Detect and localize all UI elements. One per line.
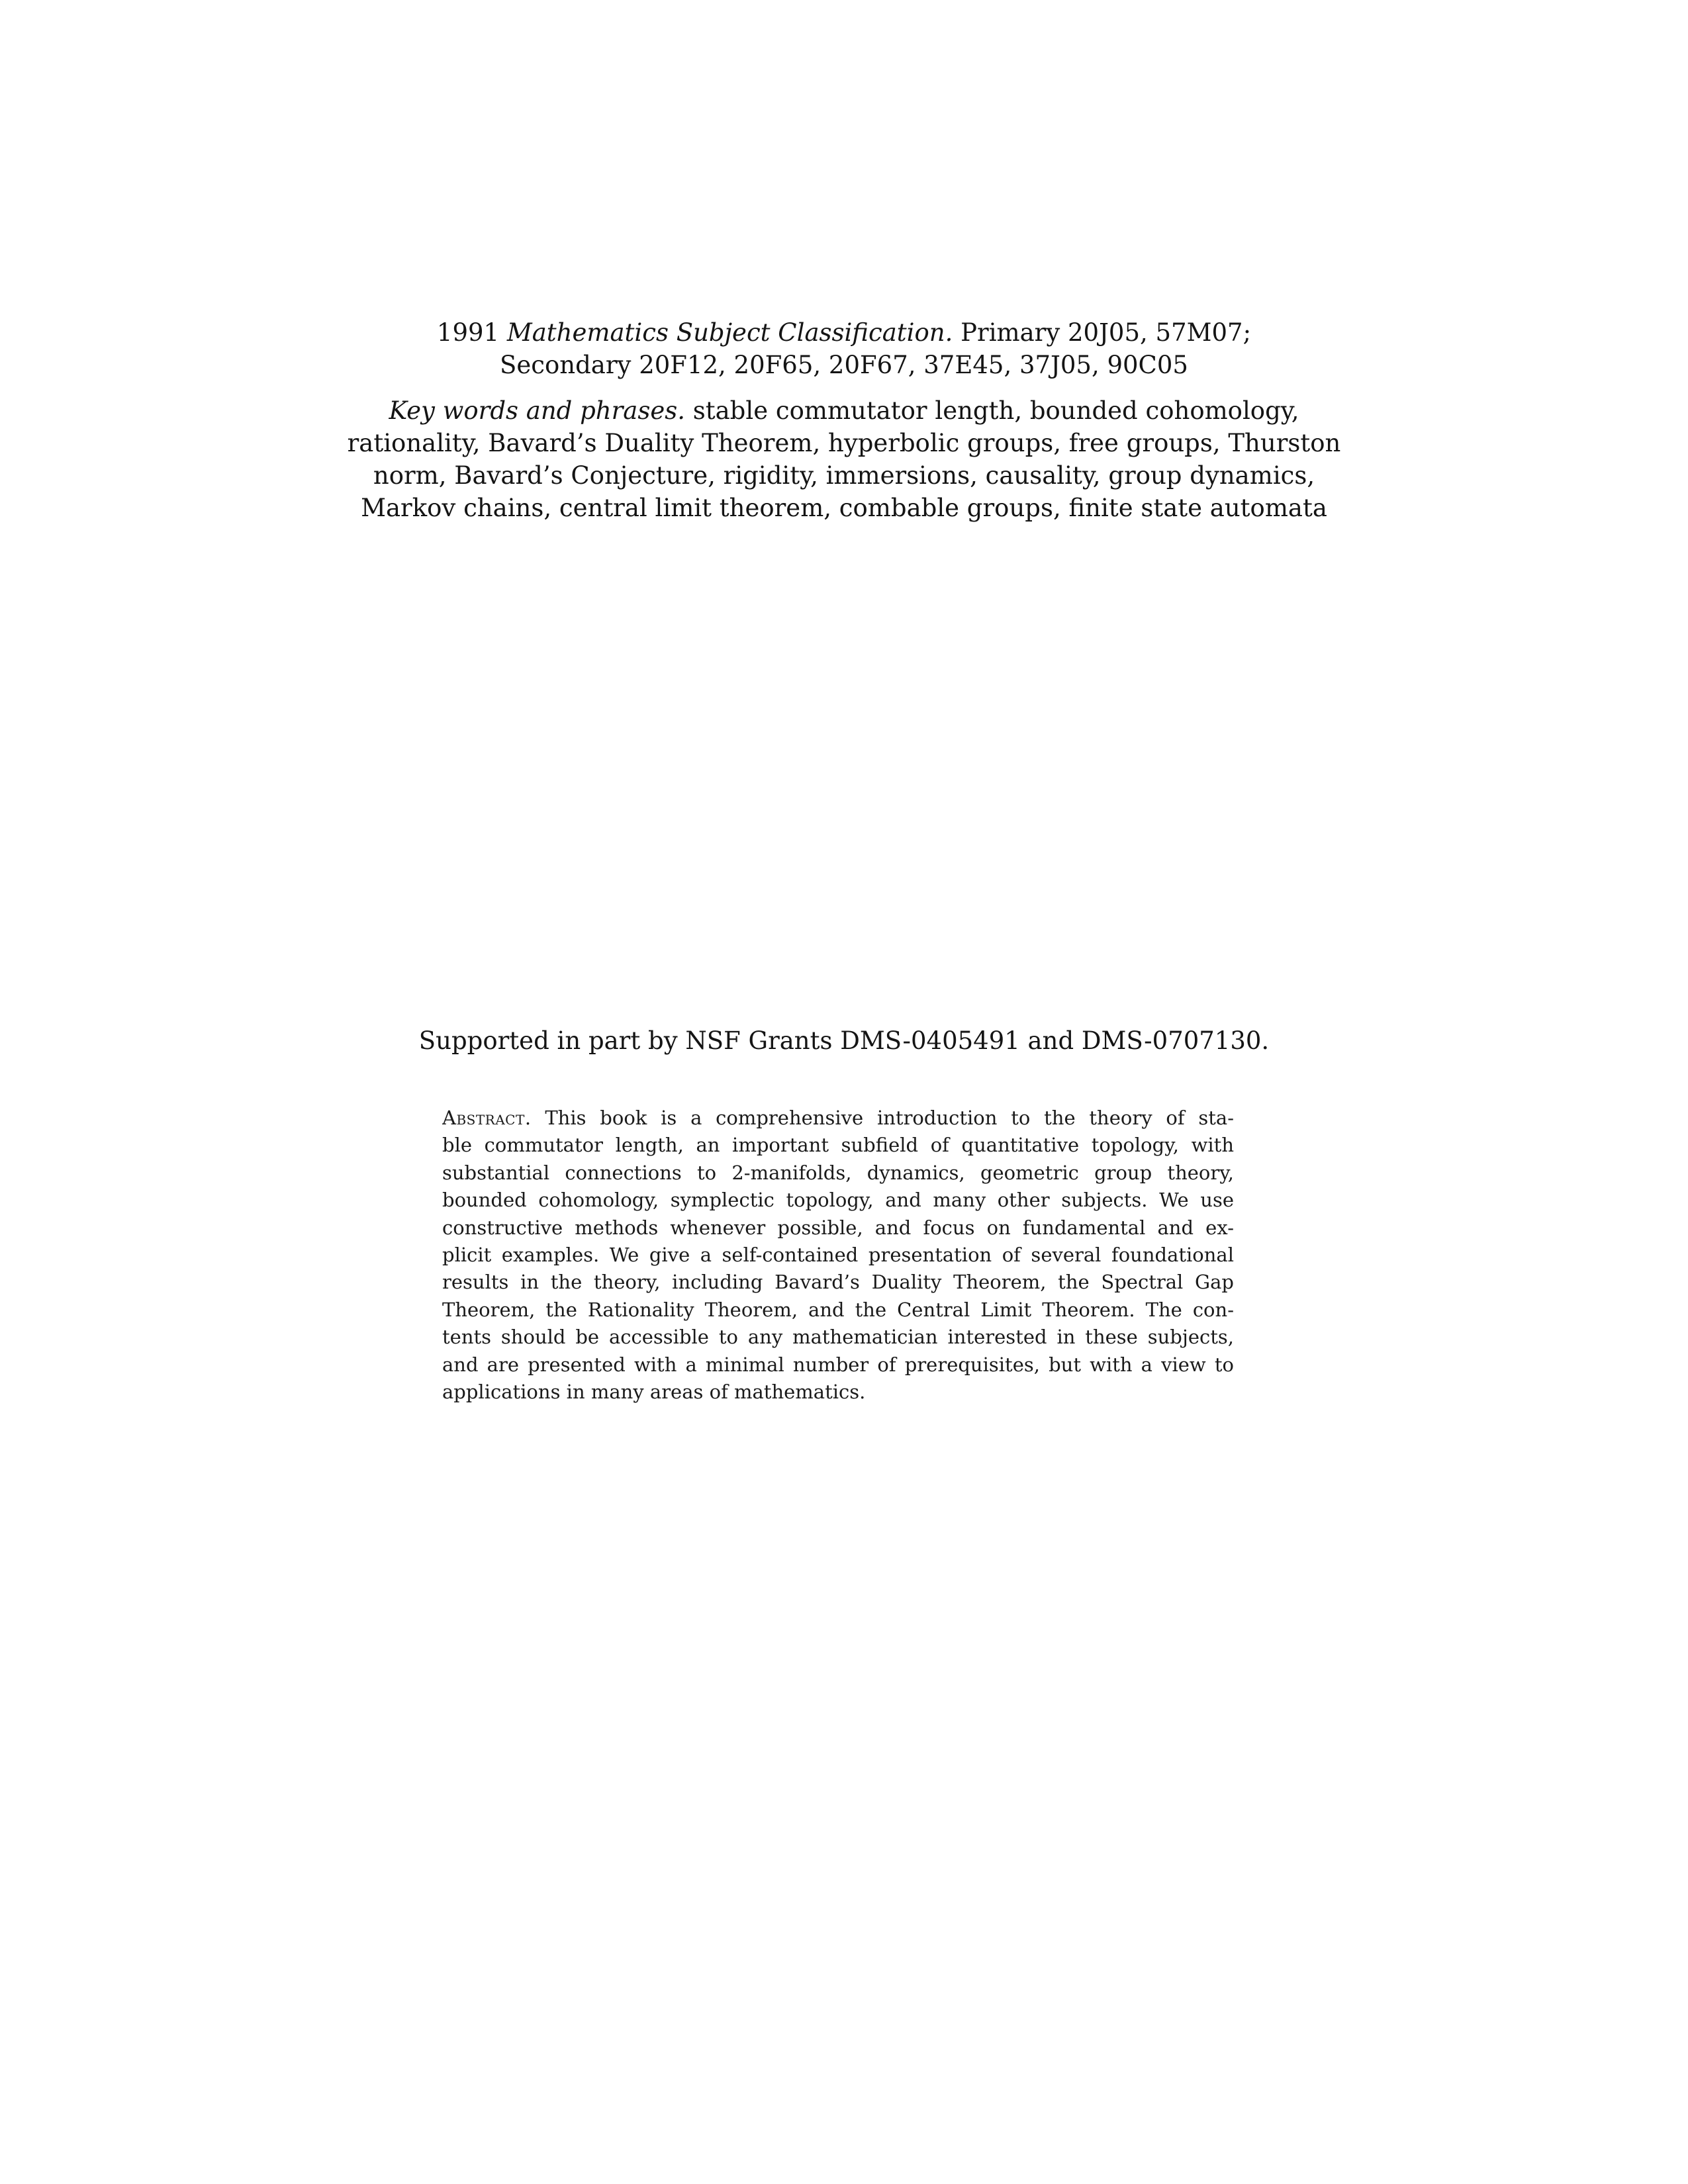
- abstract-line: [442, 1105, 1234, 1132]
- abstract: [442, 1105, 1234, 1406]
- abstract-line: applications in many areas of mathematics.: [442, 1380, 866, 1403]
- msc-secondary: Secondary 20F12, 20F65, 20F67, 37E45, 37J05, 90C05: [500, 351, 1188, 379]
- subject-classification: [265, 316, 1423, 381]
- abstract-label: Abstract.: [442, 1107, 532, 1129]
- grant-support-note: Supported in part by NSF Grants DMS-0405491 and DMS-0707130.: [418, 1026, 1270, 1055]
- keywords-line-1: [265, 394, 1423, 427]
- msc-line-1: [265, 316, 1423, 349]
- abstract-line: and are presented with a minimal number of prerequisites, but with a view to: [442, 1353, 1234, 1376]
- msc-year: 1991: [436, 318, 500, 347]
- abstract-line: substantial connections to 2-manifolds, dynamics, geometric group theory,: [442, 1161, 1234, 1184]
- abstract-line: ble commutator length, an important subfield of quantitative topology, with: [442, 1134, 1234, 1157]
- keywords-line-3: norm, Bavard’s Conjecture, rigidity, immersions, causality, group dynamics,: [373, 461, 1315, 490]
- abstract-line: bounded cohomology, symplectic topology, and many other subjects. We use: [442, 1189, 1234, 1212]
- keywords-line-1-text: stable commutator length, bounded cohomology,: [692, 396, 1299, 425]
- abstract-line: tents should be accessible to any mathematician interested in these subjects,: [442, 1326, 1234, 1349]
- msc-primary: Primary 20J05, 57M07;: [961, 318, 1252, 347]
- keywords-line-2: rationality, Bavard’s Duality Theorem, hyperbolic groups, free groups, Thurston: [347, 429, 1341, 457]
- abstract-line: plicit examples. We give a self-contained presentation of several foundational: [442, 1243, 1234, 1266]
- abstract-line: constructive methods whenever possible, and focus on fundamental and ex-: [442, 1216, 1234, 1239]
- abstract-line: Theorem, the Rationality Theorem, and the Central Limit Theorem. The con-: [442, 1298, 1234, 1321]
- keywords-paragraph: [265, 394, 1423, 524]
- abstract-line: results in the theory, including Bavard’s Duality Theorem, the Spectral Gap: [442, 1271, 1234, 1294]
- keywords-label: Key words and phrases.: [389, 396, 685, 425]
- msc-label: Mathematics Subject Classification.: [506, 318, 953, 347]
- abstract-line-1-text: This book is a comprehensive introduction to the theory of sta-: [545, 1107, 1234, 1129]
- keywords-line-4: Markov chains, central limit theorem, combable groups, finite state automata: [361, 494, 1327, 522]
